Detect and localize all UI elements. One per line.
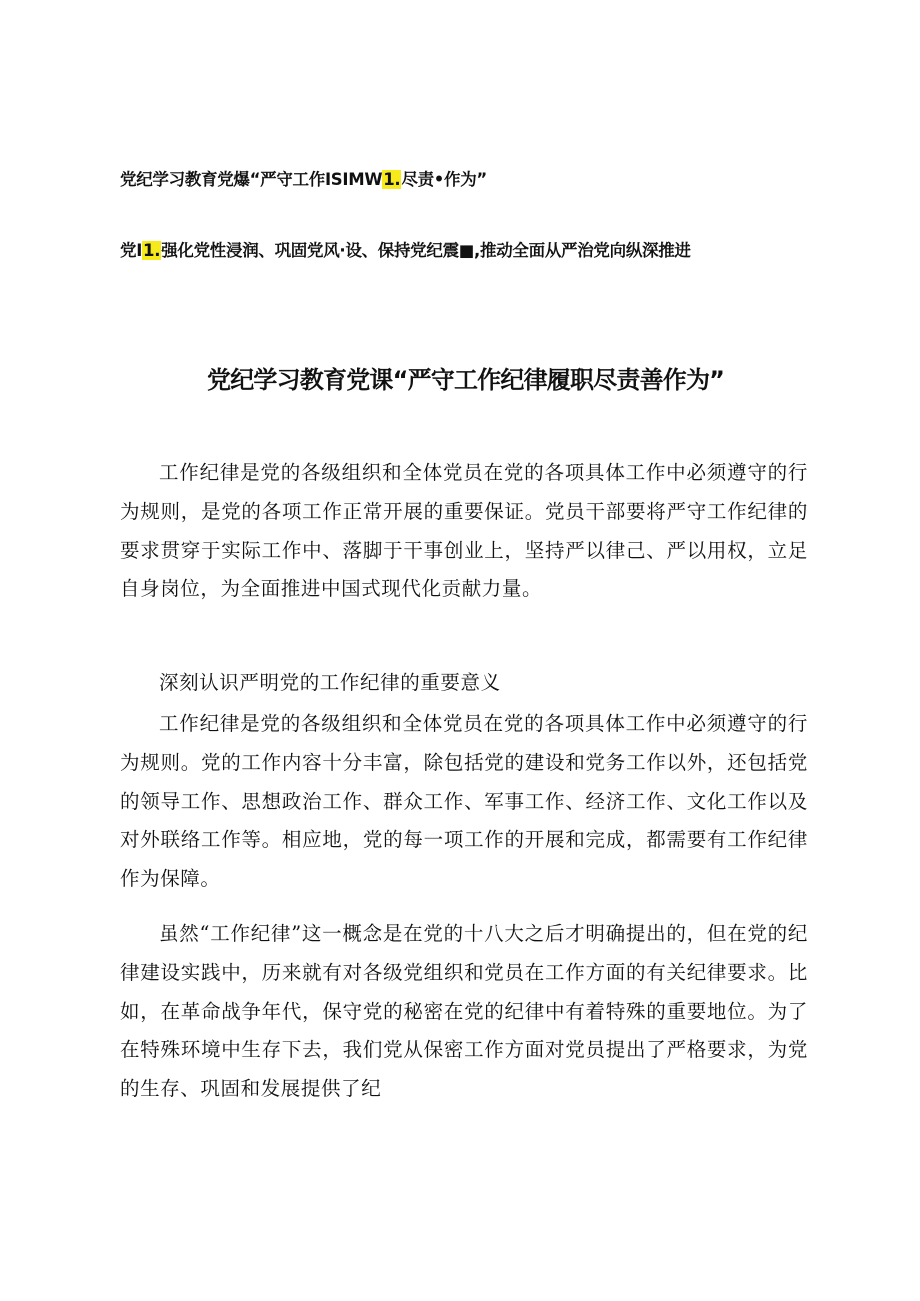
header-line-2-text-start: 党I bbox=[120, 241, 143, 260]
header-line-1-text-end: 尽责•作为” bbox=[401, 170, 487, 189]
header-line-1 bbox=[120, 168, 487, 192]
header-line-2-highlight: 1. bbox=[143, 241, 161, 260]
header-line-2-text-end: 强化党性浸润、巩固党风·设、保持党纪震■,推动全面从严治党向纵深推进 bbox=[161, 241, 691, 260]
body-paragraph-1: 工作纪律是党的各级组织和全体党员在党的各项具体工作中必须遵守的行为规则，是党的各项工作正常开展的重要保证。党员干部要将严守工作纪律的要求贯穿于实际工作中、落脚于干事创业上，坚持严以律己、严以用权，立足自身岗位，为全面推进中国式现代化贡献力量。 bbox=[120, 461, 808, 601]
section-heading: 深刻认识严明党的工作纪律的重要意义 bbox=[159, 671, 501, 694]
header-line-2 bbox=[120, 239, 691, 263]
header-line-1-text-start: 党纪学习教育党爆“严守工作ISIMW bbox=[120, 170, 383, 189]
document-title: 党纪学习教育党课“严守工作纪律履职尽责善作为” bbox=[207, 366, 725, 394]
body-paragraph-2: 工作纪律是党的各级组织和全体党员在党的各项具体工作中必须遵守的行为规则。党的工作内容十分丰富，除包括党的建设和党务工作以外，还包括党的领导工作、思想政治工作、群众工作、军事工作、经济工作、文化工作以及对外联络工作等。相应地，党的每一项工作的开展和完成，都需要有工作纪律作为保障。 bbox=[120, 712, 808, 891]
header-line-1-highlight: 1. bbox=[383, 170, 401, 189]
body-paragraph-3: 虽然“工作纪律”这一概念是在党的十八大之后才明确提出的，但在党的纪律建设实践中，历来就有对各级党组织和党员在工作方面的有关纪律要求。比如，在革命战争年代，保守党的秘密在党的纪律中有着特殊的重要地位。为了在特殊环境中生存下去，我们党从保密工作方面对党员提出了严格要求，为党的生存、巩固和发展提供了纪 bbox=[120, 922, 808, 1101]
